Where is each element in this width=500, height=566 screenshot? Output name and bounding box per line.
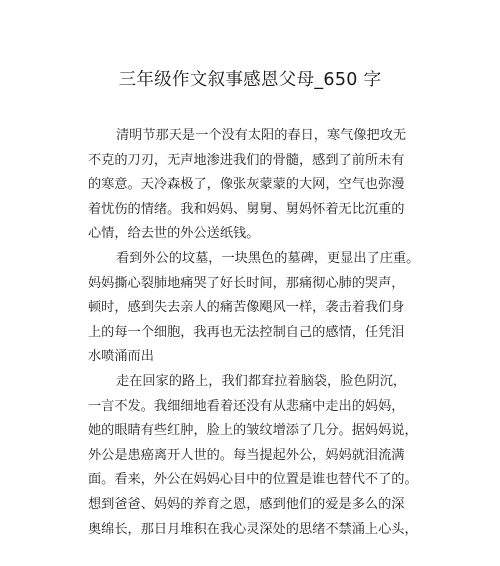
text-line: 妈妈撕心裂肺地痛哭了好长时间，那痛彻心肺的哭声，	[88, 275, 405, 291]
text-line: 上的每一个细胞，我再也无法控制自己的感情，任凭泪	[88, 324, 405, 340]
text-line: 看到外公的坟墓，一块黑色的墓碑，更显出了庄重。	[116, 250, 420, 266]
text-line: 面。看来，外公在妈妈心目中的位置是谁也替代不了的。	[88, 472, 418, 488]
document-title: 三年级作文叙事感恩父母_650 字	[118, 70, 382, 90]
paragraph-1	[88, 124, 428, 247]
text-line: 想到爸爸、妈妈的养育之恩，感到他们的爱是多么的深	[88, 496, 405, 512]
text-line: 走在回家的路上，我们都耷拉着脑袋，脸色阴沉，	[116, 373, 407, 389]
text-line: 心情，给去世的外公送纸钱。	[88, 226, 260, 242]
text-line: 不克的刀刃，无声地渗进我们的骨髓，感到了前所未有	[88, 152, 405, 168]
document-body	[88, 124, 428, 542]
text-line: 着忧伤的情绪。我和妈妈、舅舅、舅妈怀着无比沉重的	[88, 201, 405, 217]
paragraph-2	[88, 247, 428, 370]
text-line: 一言不发。我细细地看着还没有从悲痛中走出的妈妈，	[88, 398, 405, 414]
text-line: 顿时，感到失去亲人的痛苦像飓风一样，袭击着我们身	[88, 300, 405, 316]
text-line: 外公是患癌离开人世的。每当提起外公，妈妈就泪流满	[88, 447, 405, 463]
text-line: 水喷涌而出	[88, 349, 154, 365]
paragraph-3	[88, 370, 428, 542]
text-line: 她的眼睛有些红肿，脸上的皱纹增添了几分。据妈妈说，	[88, 423, 418, 439]
text-line: 奥绵长，那日月堆积在我心灵深处的思绪不禁涌上心头，	[88, 521, 418, 537]
text-line: 的寒意。天冷森极了，像张灰蒙蒙的大网，空气也弥漫	[88, 177, 405, 193]
text-line: 清明节那天是一个没有太阳的春日，寒气像把攻无	[116, 128, 407, 143]
